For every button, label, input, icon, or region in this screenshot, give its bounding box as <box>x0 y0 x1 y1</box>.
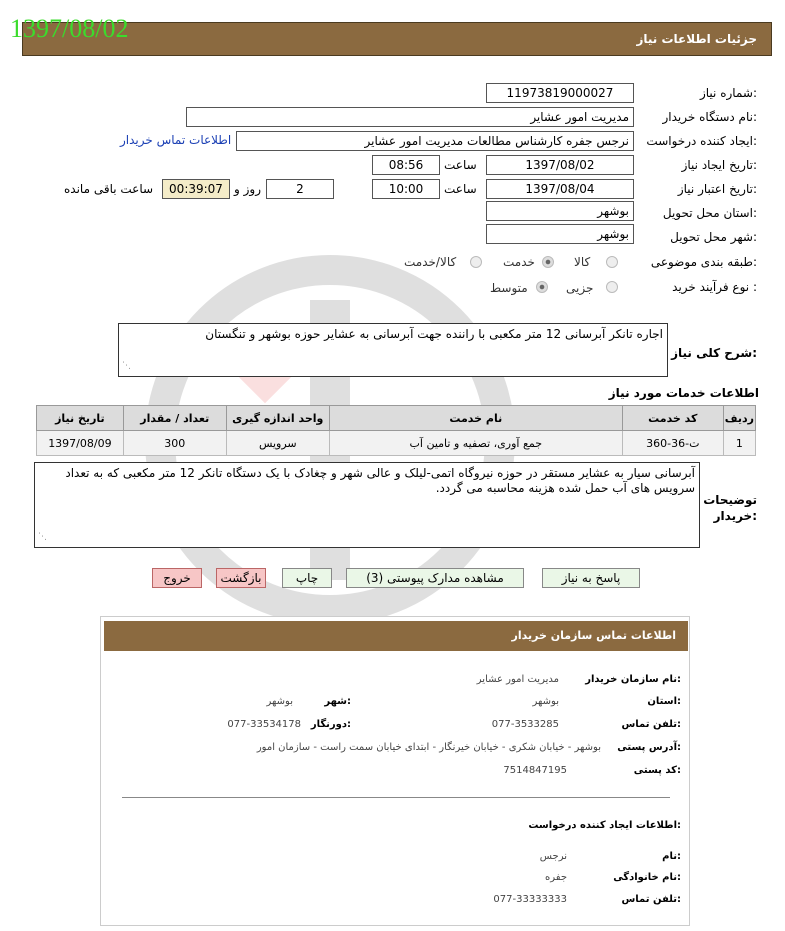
created-date-field: 1397/08/02 <box>486 155 634 175</box>
process-medium-radio[interactable] <box>536 281 548 293</box>
cell-qty: 300 <box>123 431 226 456</box>
col-date: تاریخ نیاز <box>37 406 124 431</box>
divider <box>122 797 670 798</box>
buyer-field: مدیریت امور عشایر <box>186 107 634 127</box>
col-qty: تعداد / مقدار <box>123 406 226 431</box>
province-label: استان محل تحویل: <box>662 206 757 220</box>
buyer-contact-link[interactable]: اطلاعات تماس خریدار <box>120 133 232 147</box>
services-section-title: اطلاعات خدمات مورد نیاز <box>608 386 759 400</box>
buyer-label: نام دستگاه خریدار: <box>662 110 757 124</box>
date-stamp: 1397/08/02 <box>10 14 129 43</box>
fax-label: دورنگار: <box>310 719 351 730</box>
category-goods-service-radio[interactable] <box>470 256 482 268</box>
col-code: کد خدمت <box>622 406 723 431</box>
days-label: روز و <box>234 182 261 196</box>
category-service-radio[interactable] <box>542 256 554 268</box>
cell-name: جمع آوری، تصفیه و تامین آب <box>329 431 622 456</box>
process-medium-label: متوسط <box>490 281 528 295</box>
cell-row: 1 <box>723 431 755 456</box>
org-value: مدیریت امور عشایر <box>476 674 559 685</box>
city-card-label: شهر: <box>324 696 351 707</box>
col-name: نام خدمت <box>329 406 622 431</box>
remaining-time-field: 00:39:07 <box>162 179 230 199</box>
phone-label: تلفن تماس: <box>621 719 681 730</box>
page-title: جزئیات اطلاعات نیاز <box>636 32 757 46</box>
page-header <box>22 22 772 56</box>
validity-time-field: 10:00 <box>372 179 440 199</box>
city-field: بوشهر <box>486 224 634 244</box>
contact-card <box>100 616 690 926</box>
exit-button[interactable]: خروج <box>152 568 202 588</box>
creator-phone-value: 077-33333333 <box>493 894 567 905</box>
respond-button[interactable]: پاسخ به نیاز <box>542 568 640 588</box>
contact-card-title: اطلاعات تماس سازمان خریدار <box>511 629 676 642</box>
creator-phone-label: تلفن تماس: <box>621 894 681 905</box>
description-text: اجاره تانکر آبرسانی 12 متر مکعبی با راننده جهت آبرسانی به عشایر حوزه بوشهر و تنگستان <box>205 327 663 341</box>
family-value: جفره <box>545 872 567 883</box>
created-time-field: 08:56 <box>372 155 440 175</box>
validity-date-field: 1397/08/04 <box>486 179 634 199</box>
city-card-value: بوشهر <box>266 696 293 707</box>
resize-grip-icon[interactable]: ⋰ <box>38 532 47 542</box>
category-goods-label: کالا <box>574 255 591 269</box>
validity-date-label: تاریخ اعتبار نیاز: <box>677 182 757 196</box>
resize-grip-icon[interactable]: ⋰ <box>122 361 131 371</box>
process-minor-radio[interactable] <box>606 281 618 293</box>
need-number-field: 11973819000027 <box>486 83 634 103</box>
remaining-time-label: ساعت باقی مانده <box>64 182 154 196</box>
col-unit: واحد اندازه گیری <box>226 406 329 431</box>
name-label: نام: <box>662 851 681 862</box>
phone-value: 077-3533285 <box>491 719 559 730</box>
province-card-value: بوشهر <box>532 696 559 707</box>
buyer-notes-text: آبرسانی سیار به عشایر مستقر در حوزه نیروگاه اتمی-لیلک و عالی شهر و چغادک با یک دستگاه تانکر 12 متر مکعبی که به تعداد سرویس های آب حمل شده هزینه محاسبه می گردد. <box>65 466 695 495</box>
cell-date: 1397/08/09 <box>37 431 124 456</box>
category-service-label: خدمت <box>503 255 535 269</box>
family-label: نام خانوادگی: <box>613 872 681 883</box>
address-value: بوشهر - خیابان شکری - خیابان خیرنگار - ابتدای خیابان سمت راست - سازمان امور <box>256 742 601 753</box>
created-time-label: ساعت <box>444 158 477 172</box>
category-goods-service-label: کالا/خدمت <box>404 255 457 269</box>
creator-field: نرجس جفره کارشناس مطالعات مدیریت امور عشایر <box>236 131 634 151</box>
fax-value: 077-33534178 <box>227 719 301 730</box>
created-date-label: تاریخ ایجاد نیاز: <box>681 158 757 172</box>
province-field: بوشهر <box>486 201 634 221</box>
postal-value: 7514847195 <box>503 765 567 776</box>
buyer-notes-textarea[interactable] <box>34 462 700 548</box>
name-value: نرجس <box>539 851 567 862</box>
creator-label: ایجاد کننده درخواست: <box>646 134 757 148</box>
description-label: شرح کلی نیاز: <box>671 346 757 360</box>
services-header-row <box>37 406 756 431</box>
contact-card-header <box>104 621 688 651</box>
attachments-button[interactable]: مشاهده مدارک پیوستی (3) <box>346 568 524 588</box>
cell-code: ت-36-360 <box>622 431 723 456</box>
city-label: شهر محل تحویل: <box>670 230 757 244</box>
province-card-label: استان: <box>647 696 681 707</box>
postal-label: کد پستی: <box>633 765 681 776</box>
validity-time-label: ساعت <box>444 182 477 196</box>
org-label: نام سازمان خریدار: <box>585 674 681 685</box>
back-button[interactable]: بازگشت <box>216 568 266 588</box>
creator-section-title: اطلاعات ایجاد کننده درخواست: <box>528 820 681 831</box>
description-textarea[interactable] <box>118 323 668 377</box>
category-goods-radio[interactable] <box>606 256 618 268</box>
days-field: 2 <box>266 179 334 199</box>
cell-unit: سرویس <box>226 431 329 456</box>
process-minor-label: جزیی <box>566 281 594 295</box>
services-table <box>36 405 756 456</box>
need-number-label: شماره نیاز: <box>699 86 757 100</box>
table-row <box>37 431 756 456</box>
address-label: آدرس پستی: <box>617 742 681 753</box>
col-row: ردیف <box>723 406 755 431</box>
buyer-notes-label: توضیحات خریدار: <box>703 493 757 523</box>
category-label: طبقه بندی موضوعی: <box>650 255 757 269</box>
process-label: نوع فرآیند خرید : <box>672 280 757 294</box>
print-button[interactable]: چاپ <box>282 568 332 588</box>
